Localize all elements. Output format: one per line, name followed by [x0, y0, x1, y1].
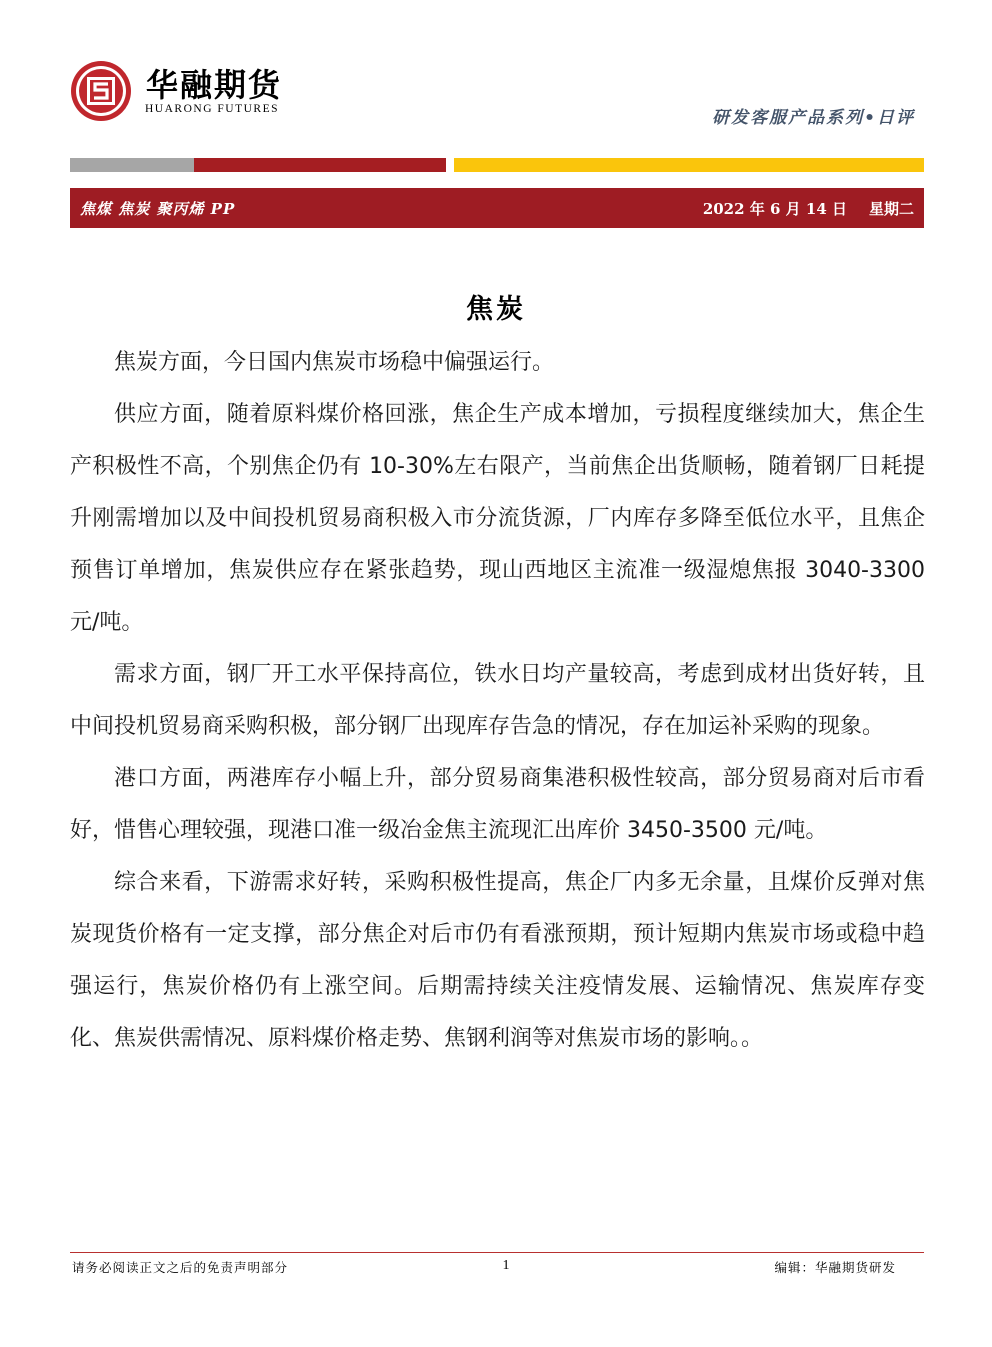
report-series-label: 研发客服产品系列•日评 [712, 108, 915, 128]
paragraph-summary: 综合来看，下游需求好转，采购积极性提高，焦企厂内多无余量，且煤价反弹对焦炭现货价格有一定支撑，部分焦企对后市仍有看涨预期，预计短期内焦炭市场或稳中趋强运行，焦炭价格仍有上涨空间。后期需持续关注疫情发展、运输情况、焦炭库存变化、焦炭供需情况、原料煤价格走势、焦钢利润等对焦炭市场的影响。。 [70, 870, 925, 1051]
header-stripe [70, 158, 924, 172]
header-band [70, 188, 924, 228]
paragraph-demand: 需求方面，钢厂开工水平保持高位，铁水日均产量较高，考虑到成材出货好转，且中间投机贸易商采购积极，部分钢厂出现库存告急的情况，存在加运补采购的现象。 [70, 662, 925, 739]
product-list: 焦煤 焦炭 聚丙烯 PP [80, 200, 236, 218]
report-weekday: 星期二 [868, 200, 914, 218]
paragraph-supply: 供应方面，随着原料煤价格回涨，焦企生产成本增加，亏损程度继续加大，焦企生产积极性不高，个别焦企仍有 10-30%左右限产，当前焦企出货顺畅，随着钢厂日耗提升刚需增加以及中间投机贸易商积极入市分流货源，厂内库存多降至低位水平，且焦企预售订单增加，焦炭供应存在紧张趋势，现山西地区主流准一级湿熄焦报 3040-3300 元/吨。 [70, 402, 925, 635]
brand-name-cn: 华融期货 [146, 66, 283, 104]
footer-disclaimer: 请务必阅读正文之后的免责声明部分 [72, 1260, 289, 1275]
report-date: 2022 年 6 月 14 日 [702, 200, 847, 218]
article-body [70, 337, 925, 1065]
stripe-yellow-segment [454, 158, 924, 172]
report-date-block [703, 198, 914, 219]
brand-name-en: HUARONG FUTURES [145, 103, 279, 115]
footer-editor: 编辑：华融期货研发 [774, 1260, 896, 1275]
stripe-red-segment [194, 158, 446, 172]
paragraph-port: 港口方面，两港库存小幅上升，部分贸易商集港积极性较高，部分贸易商对后市看好，惜售心理较强，现港口准一级冶金焦主流现汇出库价 3450-3500 元/吨。 [70, 766, 925, 843]
huarong-logo-icon [70, 60, 132, 122]
article-title: 焦炭 [466, 294, 526, 325]
paragraph-overview: 焦炭方面，今日国内焦炭市场稳中偏强运行。 [114, 350, 555, 375]
footer-divider [70, 1252, 924, 1253]
stripe-grey-segment [70, 158, 194, 172]
page-number: 1 [502, 1258, 510, 1273]
